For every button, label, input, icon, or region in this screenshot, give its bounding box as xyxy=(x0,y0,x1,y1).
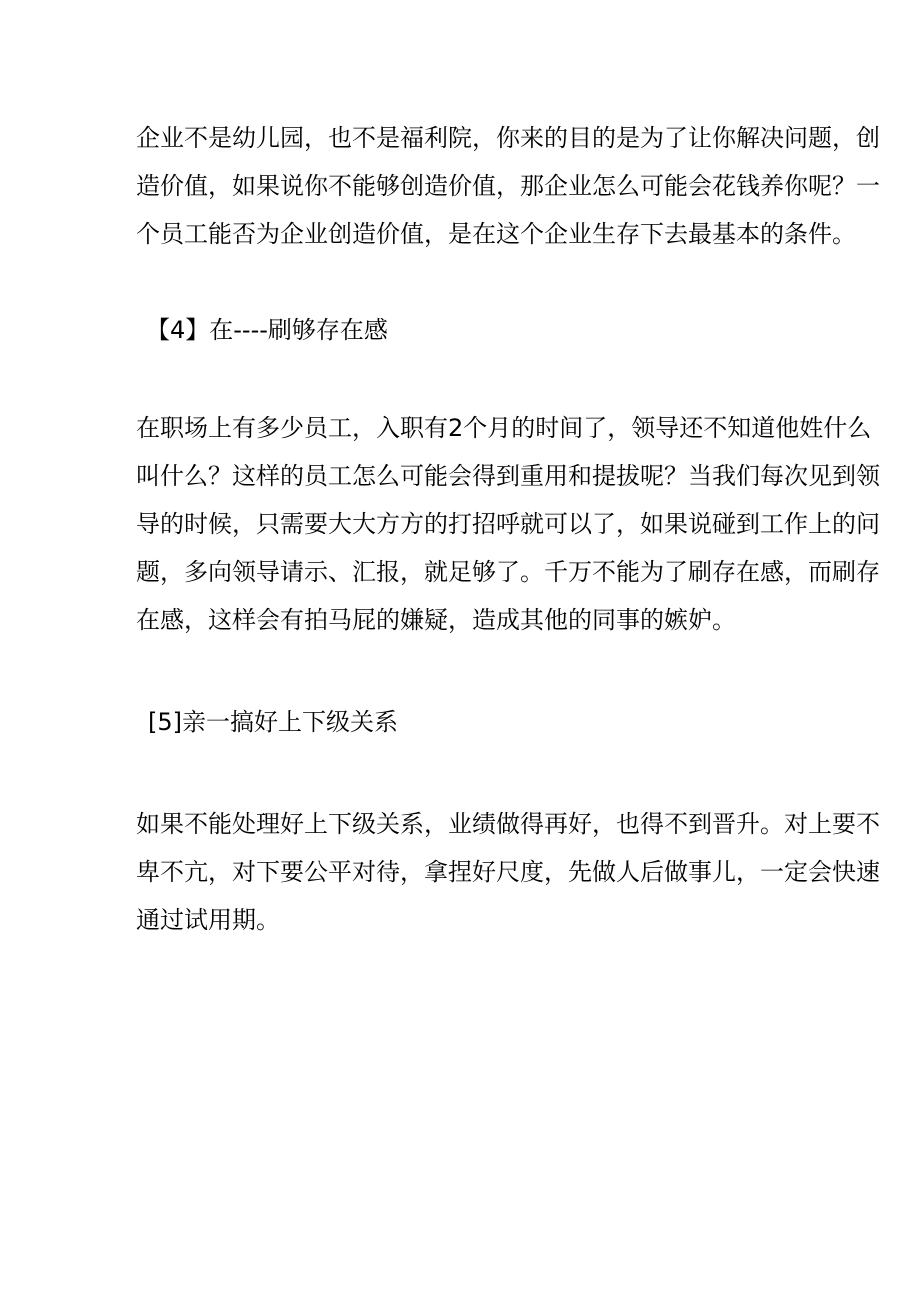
section-heading-4: 【4】在----刷够存在感 xyxy=(146,316,388,344)
paragraph-line: 在职场上有多少员工，入职有2个月的时间了，领导还不知道他姓什么 xyxy=(136,414,872,442)
paragraph-line: 企业不是幼儿园，也不是福利院，你来的目的是为了让你解决问题，创 xyxy=(136,124,880,152)
section-heading-5: [5]亲一搞好上下级关系 xyxy=(148,708,398,736)
paragraph-line: 叫什么？这样的员工怎么可能会得到重用和提拔呢？当我们每次见到领 xyxy=(136,462,880,490)
paragraph-presence xyxy=(136,404,880,644)
paragraph-line: 如果不能处理好上下级关系，业绩做得再好，也得不到晋升。对上要不 xyxy=(136,810,880,838)
paragraph-line: 造价值，如果说你不能够创造价值，那企业怎么可能会花钱养你呢？一 xyxy=(136,172,880,200)
paragraph-line: 通过试用期。 xyxy=(136,906,280,934)
paragraph-line: 卑不亢，对下要公平对待，拿捏好尺度，先做人后做事儿，一定会快速 xyxy=(136,858,880,886)
paragraph-line: 在感，这样会有拍马屁的嫌疑，造成其他的同事的嫉妒。 xyxy=(136,606,736,634)
paragraph-relationships xyxy=(136,800,880,944)
paragraph-line: 导的时候，只需要大大方方的打招呼就可以了，如果说碰到工作上的问 xyxy=(136,510,880,538)
paragraph-line: 题，多向领导请示、汇报，就足够了。千万不能为了刷存在感，而刷存 xyxy=(136,558,880,586)
paragraph-line: 个员工能否为企业创造价值，是在这个企业生存下去最基本的条件。 xyxy=(136,220,856,248)
paragraph-value-creation xyxy=(136,114,880,258)
